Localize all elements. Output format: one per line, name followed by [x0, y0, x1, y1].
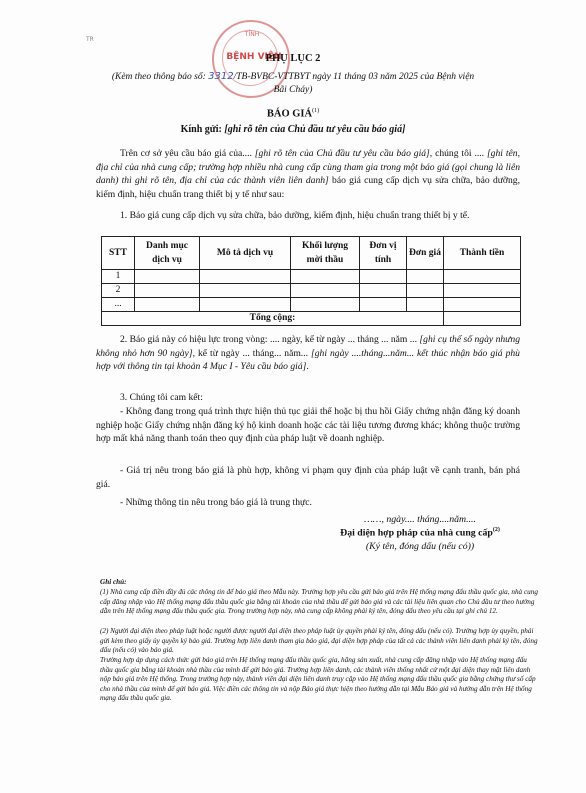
table-cell: [135, 284, 200, 298]
note-1: (1) Nhà cung cấp điền đầy đủ các thông tin để báo giá theo Mẫu này. Trường hợp yêu cầu gửi báo giá trên Hệ thống mạng đấu thầu quốc gia, nhà cung cấp đăng nhập vào Hệ thống mạng đấu thầu quốc gia bằng tài khoản của nhà thầu để gửi báo giá và các tài liệu liên quan cho Chủ đầu tư theo hướng dẫn trên Hệ thống mạng đấu thầu quốc gia. Trong trường hợp này, nhà cung cấp không phải ký tên, đóng dấu theo yêu cầu tại ghi chú 12.: [100, 588, 538, 616]
commitment-1: - Không đang trong quá trình thực hiện thủ tục giải thể hoặc bị thu hồi Giấy chứng nhận đăng ký doanh nghiệp hoặc Giấy chứng nhận đăng ký hộ kinh doanh hoặc các tài liệu tương đương khác; không thuộc trường hợp mất khả năng thanh toán theo quy định của pháp luật về doanh nghiệp.: [96, 406, 520, 445]
col-unit-price: Đơn giá: [407, 237, 444, 270]
table-cell: [135, 298, 200, 312]
item-1: 1. Báo giá cung cấp dịch vụ sửa chữa, bảo dưỡng, kiểm định, hiệu chuẩn trang thiết bị y tế.: [120, 210, 470, 221]
sign-rep-footnote: (2): [492, 527, 500, 533]
table-row: [102, 298, 521, 312]
commitment-2: - Giá trị nêu trong báo giá là phù hợp, không vi phạm quy định của pháp luật về cạnh tranh, bán phá giá.: [96, 465, 520, 490]
stamp-text: BỆNH VIỆN: [226, 52, 282, 62]
item2-text-2: , kể từ ngày ... tháng... năm...: [192, 347, 311, 359]
row-stt: ...: [102, 298, 135, 312]
total-label: Tổng cộng:: [102, 312, 444, 326]
table-cell: [291, 270, 360, 284]
table-cell: [200, 284, 291, 298]
item-3: 3. Chúng tôi cam kết:: [120, 392, 203, 403]
row-stt: 1: [102, 270, 135, 284]
table-cell: [291, 298, 360, 312]
intro-text-1: Trên cơ sở yêu cầu báo giá của....: [120, 148, 252, 159]
table-cell: [135, 270, 200, 284]
intro-italic-2: [ghi tên, địa chỉ của nhà cung cấp; trường hợp nhiều nhà cung cấp cùng tham gia trong một báo giá (gọi chung là liên danh) thì ghi rõ tên, địa chỉ của các thành viên liên danh]: [96, 148, 520, 187]
table-cell: [291, 284, 360, 298]
table-cell: [200, 270, 291, 284]
col-stt: STT: [102, 237, 135, 270]
intro-paragraph: [96, 147, 520, 201]
intro-text-3: báo giá cung cấp dịch vụ sửa chữa, bảo dưỡng, kiểm định, hiệu chuẩn trang thiết bị y tế như sau:: [96, 175, 521, 200]
table-cell: [360, 284, 407, 298]
margin-mark: TR: [86, 36, 94, 43]
item2-text-1: 2. Báo giá này có hiệu lực trong vòng: .... ngày, kể từ ngày ... tháng ... năm ...: [120, 334, 417, 345]
table-cell: [444, 284, 521, 298]
col-quantity: Khối lượng mời thầu: [291, 237, 360, 270]
table-cell: [444, 298, 521, 312]
stamp-top-text: TỈNH: [244, 31, 260, 38]
notes-heading: Ghi chú:: [100, 578, 127, 586]
col-amount: Thành tiền: [444, 237, 521, 270]
col-service: Danh mục dịch vụ: [135, 237, 200, 270]
sign-note: (Ký tên, đóng dấu (nếu có)): [365, 541, 475, 552]
total-value: [444, 312, 521, 326]
commitment-3: - Những thông tin nêu trong báo giá là trung thực.: [120, 497, 312, 508]
recipient-line: [0, 124, 586, 135]
intro-italic-1: [ghi rõ tên của Chủ đầu tư yêu cầu báo giá]: [254, 148, 430, 159]
table-header-row: [102, 237, 521, 270]
row-stt: 2: [102, 284, 135, 298]
appendix-heading: PHỤ LỤC 2: [265, 53, 321, 64]
recipient-value: [ghi rõ tên của Chủ đầu tư yêu cầu báo giá]: [224, 124, 406, 135]
attach-suffix: /TB-BVBC-VTTBYT ngày 11 tháng 03 năm 2025 của Bệnh viện: [233, 72, 475, 82]
recipient-label: Kính gửi:: [180, 124, 222, 135]
col-unit: Đơn vị tính: [360, 237, 407, 270]
attach-line2: Bãi Cháy): [273, 85, 313, 95]
title-footnote: (1): [312, 108, 320, 114]
sign-rep-text: Đại diện hợp pháp của nhà cung cấp: [340, 527, 493, 539]
table-row: [102, 270, 521, 284]
sign-representative: [290, 527, 550, 538]
attachment-reference: [0, 70, 586, 97]
table-total-row: [102, 312, 521, 326]
intro-text-2: , chúng tôi ....: [429, 148, 485, 159]
attach-prefix: (Kèm theo thông báo số:: [111, 72, 206, 82]
col-description: Mô tả dịch vụ: [200, 237, 291, 270]
table-cell: [444, 270, 521, 284]
table-cell: [407, 270, 444, 284]
table-cell: [360, 298, 407, 312]
table-row: [102, 284, 521, 298]
table-cell: [200, 298, 291, 312]
item2-italic-2: [ghi ngày ....tháng...năm... kết thúc nhận báo giá phù hợp với thông tin tại khoản 4 Mục I - Yêu cầu báo giá]: [96, 347, 520, 373]
doc-title: [0, 108, 586, 120]
table-cell: [360, 270, 407, 284]
title-text: BÁO GIÁ: [266, 108, 313, 120]
item2-text-3: .: [306, 361, 309, 373]
sign-date: ……, ngày.... tháng....năm....: [364, 514, 476, 525]
price-table: [101, 236, 521, 326]
note-2: (2) Người đại diện theo pháp luật hoặc người được người đại diện theo pháp luật ủy quyền phải ký tên, đóng dấu (nếu có). Trường hợp ủy quyền, phải gửi kèm theo giấy ủy quyền ký báo giá. Trường hợp liên danh tham gia báo giá, đại diện hợp pháp của tất cả các thành viên liên danh phải ký tên, đóng dấu (nếu có) vào báo giá.: [100, 627, 538, 655]
table-cell: [407, 298, 444, 312]
note-3: Trường hợp áp dụng cách thức gửi báo giá trên Hệ thống mạng đấu thầu quốc gia, hãng sản xuất, nhà cung cấp đăng nhập vào Hệ thống mạng đấu thầu quốc gia bằng tài khoản nhà thầu của mình để gửi báo giá. Trường hợp liên danh, các thành viên thống nhất cử một đại diện thay mặt liên danh nộp báo giá trên Hệ thống. Trong trường hợp này, thành viên đại diện liên danh truy cập vào Hệ thống mạng đấu thầu quốc gia bằng chứng thư số cấp cho nhà thầu của mình để gửi báo giá. Việc điền các thông tin và nộp Báo giá thực hiện theo hướng dẫn tại Mẫu Báo giá và hướng dẫn trên Hệ thống mạng đấu thầu quốc gia.: [100, 656, 536, 703]
handwritten-number: 3312: [208, 71, 234, 82]
table-cell: [407, 284, 444, 298]
item-2: [96, 333, 520, 374]
item2-italic-1: [ghi cụ thể số ngày nhưng không nhỏ hơn 90 ngày]: [96, 334, 521, 359]
